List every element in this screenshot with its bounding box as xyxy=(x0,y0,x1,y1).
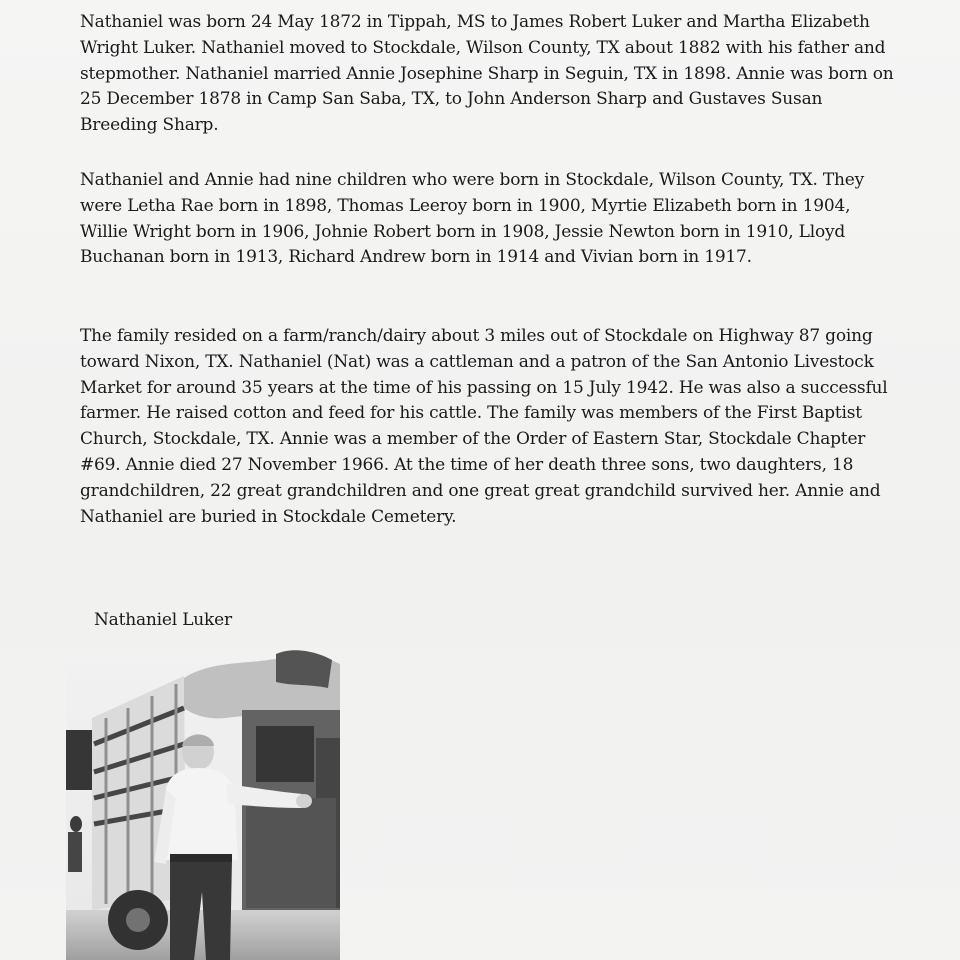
photo-image xyxy=(66,648,340,960)
paragraph-children: Nathaniel and Annie had nine children who were born in Stockdale, Wilson County, TX. They were Letha Rae born in 1898, Thomas Leeroy born in 1900, Myrtie Elizabeth born in 1904, Willie Wright born in 1906, Johnie Robert born in 1908, Jessie Newton born in 1910, Lloyd Buchanan born in 1913, Richard Andrew born in 1914 and Vivian born in 1917. xyxy=(80,170,865,268)
portrait-photo xyxy=(66,648,340,960)
paragraph-family-life: The family resided on a farm/ranch/dairy about 3 miles out of Stockdale on Highway 87 going toward Nixon, TX. Nathaniel (Nat) was a cattleman and a patron of the San Antonio Livestock Market for around 35 years at the time of his passing on 15 July 1942. He was also a successful farmer. He raised cotton and feed for his cattle. The family was members of the First Baptist Church, Stockdale, TX. Annie was a member of the Order of Eastern Star, Stockdale Chapter #69. Annie died 27 November 1966. At the time of her death three sons, two daughters, 18 grandchildren, 22 great grandchildren and one great great grandchild survived her. Annie and Nathaniel are buried in Stockdale Cemetery. xyxy=(80,326,888,527)
photo-caption: Nathaniel Luker xyxy=(94,610,232,630)
paragraph-birth-marriage: Nathaniel was born 24 May 1872 in Tippah, MS to James Robert Luker and Martha Elizabeth Wright Luker. Nathaniel moved to Stockdale, Wilson County, TX about 1882 with his father and stepmother. Nathaniel married Annie Josephine Sharp in Seguin, TX in 1898. Annie was born on 25 December 1878 in Camp San Saba, TX, to John Anderson Sharp and Gustaves Susan Breeding Sharp. xyxy=(80,12,894,136)
